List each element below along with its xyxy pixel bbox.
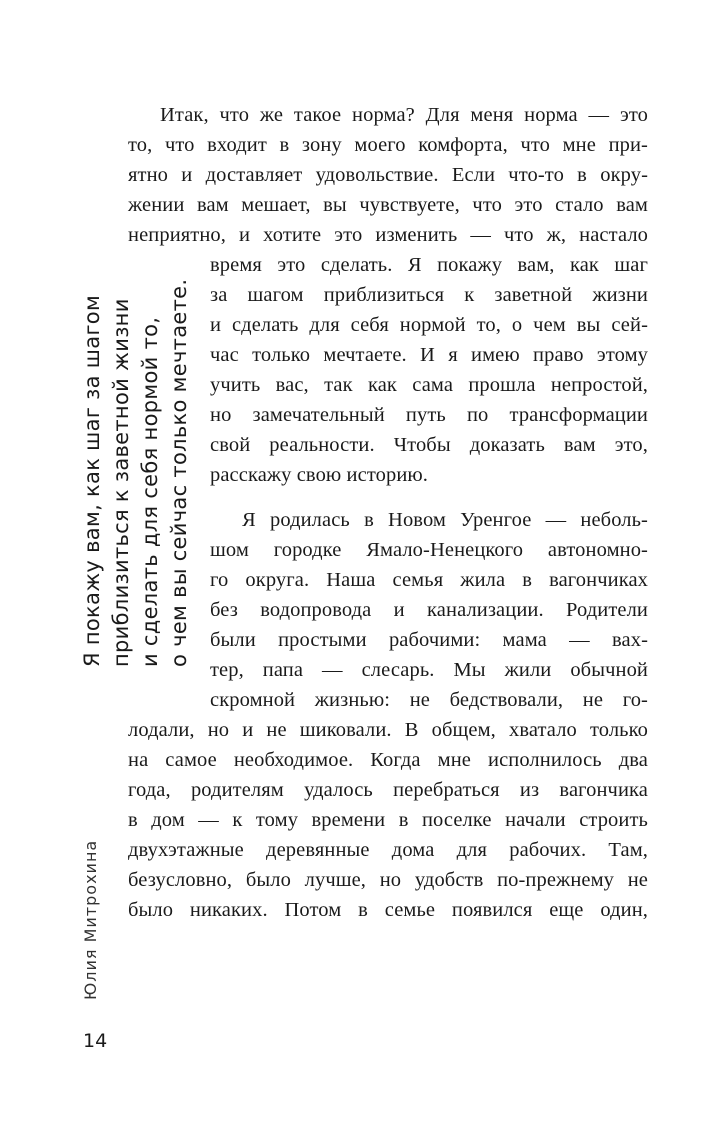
body-line: то, что входит в зону моего комфорта, что мне при- bbox=[128, 134, 648, 156]
body-line: было никаких. Потом в семье появился еще один, bbox=[128, 899, 648, 921]
pull-quote bbox=[78, 277, 194, 667]
body-line: были простыми рабочими: мама — вах- bbox=[210, 629, 648, 651]
body-line: Я родилась в Новом Уренгое — неболь- bbox=[242, 509, 648, 531]
pull-quote-line: приблизиться к заветной жизни bbox=[109, 298, 133, 667]
page-number: 14 bbox=[83, 1030, 108, 1052]
body-line: за шагом приблизиться к заветной жизни bbox=[210, 284, 648, 306]
body-line: и сделать для себя нормой то, о чем вы сей- bbox=[210, 314, 648, 336]
body-line: го округа. Наша семья жила в вагончиках bbox=[210, 569, 648, 591]
body-line: двухэтажные деревянные дома для рабочих. Там, bbox=[128, 839, 648, 861]
body-line: время это сделать. Я покажу вам, как шаг bbox=[210, 254, 648, 276]
running-author: Юлия Митрохина bbox=[81, 839, 100, 1000]
body-line: учить вас, так как сама прошла непростой, bbox=[210, 374, 648, 396]
body-line: на самое необходимое. Когда мне исполнилось два bbox=[128, 749, 648, 771]
body-line: но замечательный путь по трансформации bbox=[210, 404, 648, 426]
body-line: в дом — к тому времени в поселке начали строить bbox=[128, 809, 648, 831]
body-line: шом городке Ямало-Ненецкого автономно- bbox=[210, 539, 648, 561]
body-line: лодали, но и не шиковали. В общем, хватало только bbox=[128, 719, 648, 741]
body-line: расскажу свою историю. bbox=[210, 464, 429, 486]
body-line: тер, папа — слесарь. Мы жили обычной bbox=[210, 659, 648, 681]
body-line: неприятно, и хотите это изменить — что ж, настало bbox=[128, 224, 648, 246]
body-line: скромной жизнью: не бедствовали, не го- bbox=[210, 689, 648, 711]
body-line: ятно и доставляет удовольствие. Если что-то в окру- bbox=[128, 164, 648, 186]
body-line: свой реальности. Чтобы доказать вам это, bbox=[210, 434, 648, 456]
body-line: безусловно, было лучше, но удобств по-прежнему не bbox=[128, 869, 648, 891]
body-line: года, родителям удалось перебраться из вагончика bbox=[128, 779, 648, 801]
body-line: час только мечтаете. И я имею право этому bbox=[210, 344, 648, 366]
body-line: без водопровода и канализации. Родители bbox=[210, 599, 648, 621]
body-line: Итак, что же такое норма? Для меня норма — это bbox=[160, 104, 648, 126]
pull-quote-line: Я покажу вам, как шаг за шагом bbox=[80, 294, 104, 667]
pull-quote-line: и сделать для себя нормой то, bbox=[138, 316, 162, 667]
pull-quote-line: о чем вы сейчас только мечтаете. bbox=[167, 278, 191, 667]
body-line: жении вам мешает, вы чувствуете, что это стало вам bbox=[128, 194, 648, 216]
